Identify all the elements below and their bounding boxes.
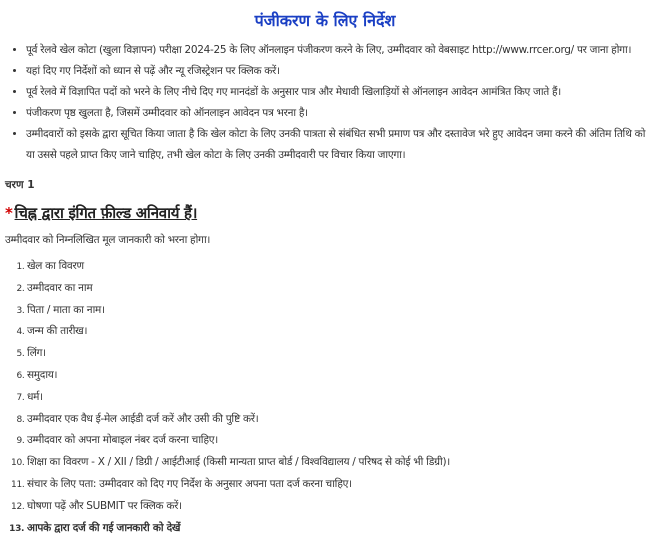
instruction-item: • पूर्व रेलवे खेल कोटा (खुला विज्ञापन) परीक्षा 2024-25 के लिए ऑनलाइन पंजीकरण करने के लिए, उम्मीदवार को वेबसाइट http://www.rrcer.org/ पर जाना होगा। [26, 40, 650, 61]
instruction-item: • पंजीकरण पृष्ठ खुलता है, जिसमें उम्मीदवार को ऑनलाइन आवेदन पत्र भरना है। [26, 103, 650, 124]
field-item: 1. खेल का विवरण [27, 256, 650, 278]
required-star: * [5, 204, 13, 222]
instruction-item: • यहां दिए गए निर्देशों को ध्यान से पढ़ें और न्यू रजिस्ट्रेशन पर क्लिक करें। [26, 61, 650, 82]
instruction-item: • उम्मीदवारों को इसके द्वारा सूचित किया जाता है कि खेल कोटा के लिए उनकी पात्रता से संबंधित सभी प्रमाण पत्र और दस्तावेज भरे हुए आवेदन जमा करने की अंतिम तिथि को या उससे पहले प्राप्त किए जाने चाहिए, तभी खेल कोटा के लिए उनकी उम्मीदवारी पर विचार किया जाएगा। [26, 124, 650, 166]
step-label: चरण 1 [5, 179, 35, 191]
instructions-list [0, 40, 650, 166]
instruction-item: • पूर्व रेलवे में विज्ञापित पदों को भरने के लिए नीचे दिए गए मानदंडों के अनुसार पात्र और मेधावी खिलाड़ियों से ऑनलाइन आवेदन आमंत्रित किए जाते हैं। [26, 82, 650, 103]
field-item: 13. आपके द्वारा दर्ज की गई जानकारी को देखें [27, 518, 650, 540]
field-item: 10. शिक्षा का विवरण - X / XII / डिग्री / आईटीआई (किसी मान्यता प्राप्त बोर्ड / विश्वविद्यालय / परिषद से कोई भी डिग्री)। [27, 452, 650, 474]
page-title: पंजीकरण के लिए निर्देश [254, 11, 396, 30]
field-item: 5. लिंग। [27, 343, 650, 365]
field-item: 4. जन्म की तारीख। [27, 321, 650, 343]
intro-text: उम्मीदवार को निम्नलिखित मूल जानकारी को भरना होगा। [5, 234, 211, 246]
field-item: 8. उम्मीदवार एक वैध ई-मेल आईडी दर्ज करें और उसी की पुष्टि करें। [27, 409, 650, 431]
field-item: 2. उम्मीदवार का नाम [27, 278, 650, 300]
field-item: 6. समुदाय। [27, 365, 650, 387]
required-fields-text: चिह्न द्वारा इंगित फ़ील्ड अनिवार्य हैं। [14, 204, 198, 222]
field-item: 9. उम्मीदवार को अपना मोबाइल नंबर दर्ज करना चाहिए। [27, 430, 650, 452]
fields-list [0, 256, 650, 539]
field-item: 7. धर्म। [27, 387, 650, 409]
required-fields-note [5, 202, 650, 224]
field-item: 12. घोषणा पढ़ें और SUBMIT पर क्लिक करें। [27, 496, 650, 518]
field-item: 11. संचार के लिए पता: उम्मीदवार को दिए गए निर्देश के अनुसार अपना पता दर्ज करना चाहिए। [27, 474, 650, 496]
field-item: 3. पिता / माता का नाम। [27, 300, 650, 322]
